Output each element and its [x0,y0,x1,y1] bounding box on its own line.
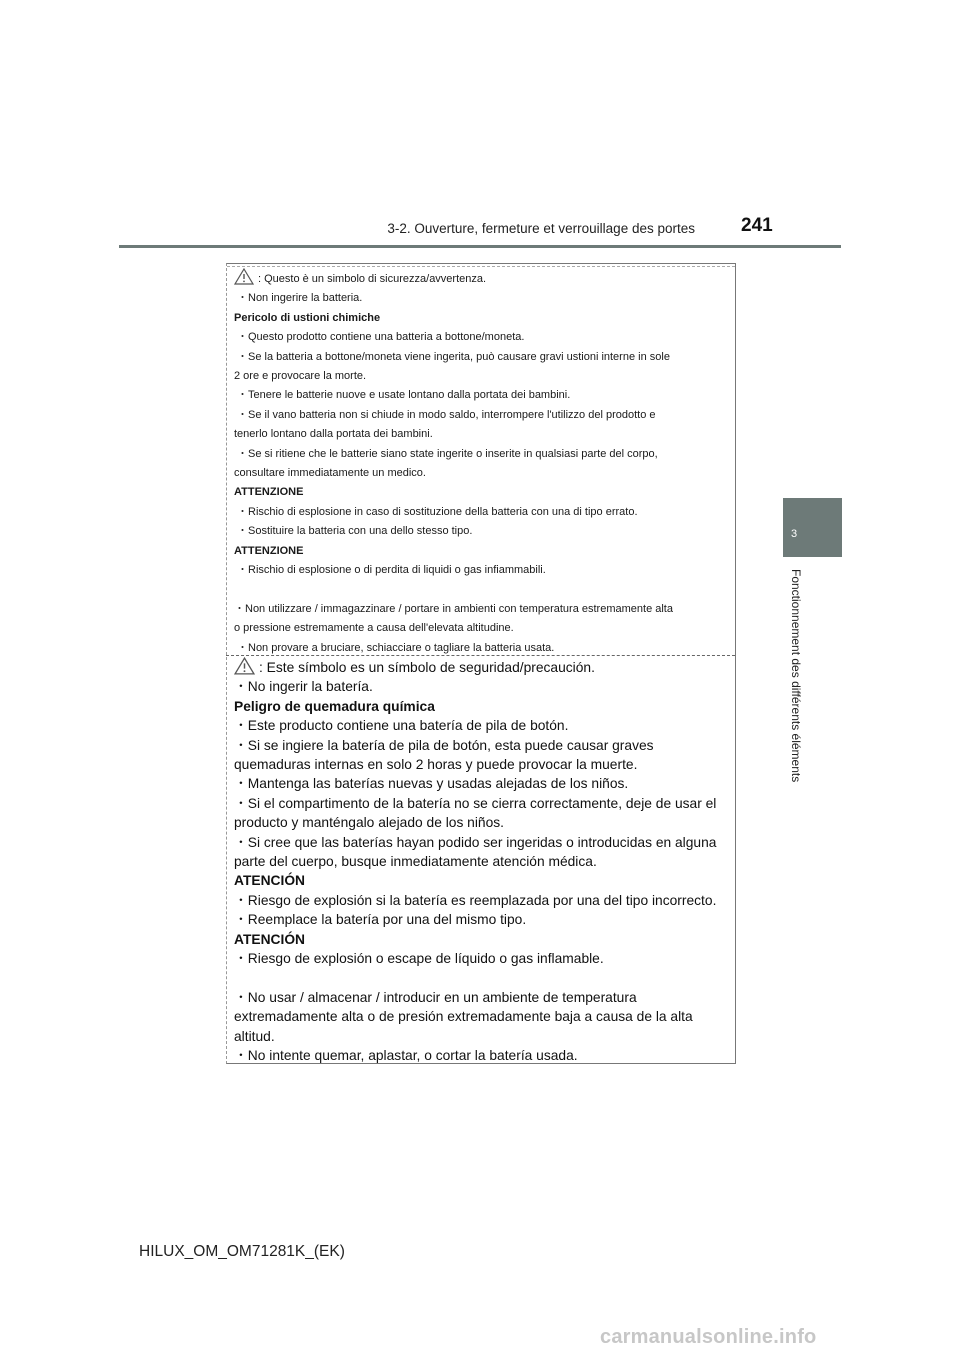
spanish-line: ・Riesgo de explosión o escape de líquido o gas inflamable. [234,951,604,967]
page-number: 241 [741,215,773,236]
spanish-line: ・Este producto contiene una batería de pila de botón. [234,718,569,734]
spanish-line: ・Riesgo de explosión si la batería es reemplazada por una del tipo incorrecto. [234,892,717,908]
chapter-number: 3 [791,528,798,540]
italian-line: ・Non provare a bruciare, schiacciare o tagliare la batteria usata. [237,641,555,654]
spanish-heading: Peligro de quemadura química [234,698,435,714]
italian-line: 2 ore e provocare la morte. [234,370,367,383]
italian-line: ・Rischio di esplosione in caso di sostituzione della batteria con una di tipo errato. [237,505,638,518]
spanish-line: ・Mantenga las baterías nuevas y usadas alejadas de los niños. [234,776,629,792]
spanish-line: altitud. [234,1028,275,1044]
document-code: HILUX_OM_OM71281K_(EK) [139,1243,345,1260]
box-top-dash [227,266,735,267]
italian-line: tenerlo lontano dalla portata dei bambini. [234,428,433,441]
italian-line: ・Rischio di esplosione o di perdita di liquidi o gas infiammabili. [237,564,546,577]
italian-line: consultare immediatamente un medico. [234,467,426,480]
italian-line: ・Questo prodotto contiene una batteria a bottone/moneta. [237,331,525,344]
spanish-line: ・Si se ingiere la batería de pila de botón, esta puede causar graves [234,737,654,753]
spanish-line: ・No usar / almacenar / introducir en un ambiente de temperatura [234,989,637,1005]
italian-symbol-text: : Questo è un simbolo di sicurezza/avvertenza. [258,273,487,285]
italian-line: o pressione estremamente a causa dell'elevata altitudine. [234,622,514,635]
spanish-line: ・Si el compartimento de la batería no se cierra correctamente, deje de usar el [234,795,717,811]
spanish-line: producto y manténgalo alejado de los niños. [234,815,504,831]
spanish-line: quemaduras internas en solo 2 horas y puede provocar la muerte. [234,757,638,773]
italian-warning-block [234,268,724,658]
italian-line: ・Non ingerire la batteria. [237,292,363,305]
spanish-line: ・Si cree que las baterías hayan podido ser ingeridas o introducidas en alguna [234,834,717,850]
spanish-line: ・No intente quemar, aplastar, o cortar la batería usada. [234,1048,578,1064]
spanish-heading: ATENCIÓN [234,873,306,889]
watermark: carmanualsonline.info [600,1326,817,1348]
italian-line: ・Sostituire la batteria con una dello stesso tipo. [237,525,473,538]
italian-line: ・Non utilizzare / immagazzinare / portare in ambienti con temperatura estremamente alta [234,602,673,615]
spanish-line: ・No ingerir la batería. [234,679,373,695]
italian-heading: ATTENZIONE [234,486,304,499]
header-rule [119,245,841,248]
warning-triangle-icon [234,268,254,285]
chapter-label: Fonctionnement des différents éléments [789,569,803,783]
italian-heading: ATTENZIONE [234,544,304,557]
spanish-line: extremadamente alta o de presión extremadamente baja a causa de la alta [234,1009,693,1025]
italian-line: ・Tenere le batterie nuove e usate lontano dalla portata dei bambini. [237,389,571,402]
section-title: 3-2. Ouverture, fermeture et verrouillage des portes [387,221,695,236]
warning-triangle-icon [234,657,255,675]
italian-heading: Pericolo di ustioni chimiche [234,311,381,324]
spanish-warning-block [234,657,728,1066]
italian-line: ・Se si ritiene che le batterie siano state ingerite o inserite in qualsiasi parte del corpo, [237,447,658,460]
spanish-line: ・Reemplace la batería por una del mismo tipo. [234,912,527,928]
spanish-line: parte del cuerpo, busque inmediatamente atención médica. [234,854,597,870]
italian-line: ・Se il vano batteria non si chiude in modo saldo, interrompere l'utilizzo del prodotto e [237,408,656,421]
italian-line: ・Se la batteria a bottone/moneta viene ingerita, può causare gravi ustioni interne in sole [237,350,670,363]
spanish-heading: ATENCIÓN [234,931,306,947]
spanish-symbol-text: : Este símbolo es un símbolo de seguridad/precaución. [259,660,595,675]
chapter-tab [783,498,842,557]
